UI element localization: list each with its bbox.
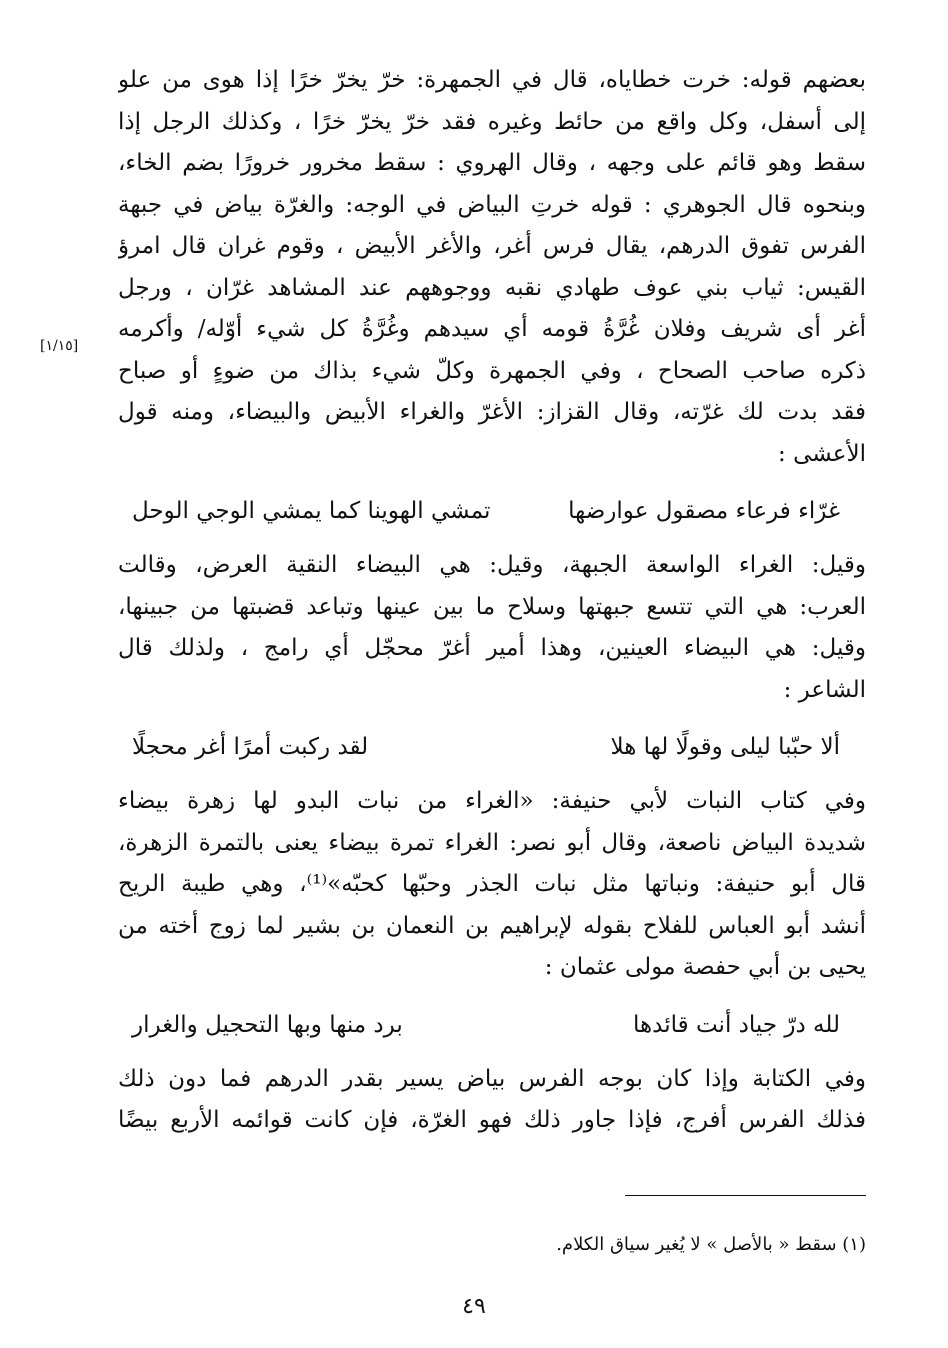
page-number: ٤٩ [462, 1294, 486, 1319]
footnote-divider [625, 1195, 866, 1196]
text-line: العرب: هي التي تتسع جبهتها وسلاح ما بين عينها وتباعد قضبتها من جبينها، [118, 593, 866, 620]
paragraph-1 [118, 60, 866, 475]
text-line: أغر أى شريف وفلان غُرَّةُ قومه أي سيدهم وغُرَّةُ كل شيء أوّله/ وأكرمه [118, 316, 866, 342]
verse-3 [118, 1003, 866, 1047]
text-line: القيس: ثياب بني عوف طهادي نقبه ووجوههم عند المشاهد غرّان ، ورجل [118, 274, 866, 301]
text-line: وفي كتاب النبات لأبي حنيفة: «الغراء من نبات البدو لها زهرة بيضاء [118, 788, 866, 814]
footnote: (١) سقط « بالأصل » لا يُغير سياق الكلام. [556, 1234, 866, 1255]
text-line: وقيل: الغراء الواسعة الجبهة، وقيل: هي البيضاء النقية العرض، وقالت [118, 552, 866, 578]
text-line: بعضهم قوله: خرت خطاياه، قال في الجمهرة: خرّ يخرّ خرًا إذا هوى من علو [118, 67, 866, 93]
text-line: إلى أسفل، وكل واقع من حائط وغيره فقد خرّ يخرّ خرًا ، وكذلك الرجل إذا [118, 108, 866, 135]
paragraph-4 [118, 1059, 866, 1142]
text-line: ذكره صاحب الصحاح ، وفي الجمهرة وكلّ شيء بذاك من ضوءٍ أو صباح [118, 357, 866, 384]
verse-hemistich-second: تمشي الهوينا كما يمشي الوجي الوحل [132, 498, 491, 524]
verse-2 [118, 725, 866, 769]
text-line: سقط وهو قائم على وجهه ، وقال الهروي : سقط مخرور خرورًا بضم الخاء، [118, 150, 866, 176]
verse-1 [118, 489, 866, 533]
text-line: فذلك الفرس أفرج، فإذا جاور ذلك فهو الغرّة، فإن كانت قوائمه الأربع بيضًا [118, 1107, 866, 1133]
text-line: شديدة البياض ناصعة، وقال أبو نصر: الغراء تمرة بيضاء يعنى بالتمرة الزهرة، [118, 829, 866, 856]
text-line: وبنحوه قال الجوهري : قوله خرتِ البياض في الوجه: والغرّة بياض في جبهة [118, 191, 866, 218]
margin-page-reference: [١/١٥] [40, 338, 79, 354]
verse-hemistich-second: لقد ركبت أمرًا أغر محجلًا [132, 734, 369, 760]
verse-hemistich-first: لله درّ جياد أنت قائدها [633, 1011, 840, 1038]
text-line: وقيل: هي البيضاء العينين، وهذا أمير أغرّ محجّل أي رامج ، ولذلك قال [118, 635, 866, 661]
verse-hemistich-second: برد منها وبها التحجيل والغرار [132, 1011, 403, 1038]
paragraph-3 [118, 781, 866, 989]
text-line: أنشد أبو العباس للفلاح بقوله لإبراهيم بن النعمان بن بشير لما زوج أخته من [118, 912, 866, 939]
main-text [118, 60, 866, 1142]
text-line: الشاعر : [783, 676, 866, 703]
verse-hemistich-first: ألا حبّبا ليلى وقولًا لها هلا [610, 734, 840, 760]
text-line: الفرس تفوق الدرهم، يقال فرس أغر، والأغر الأبيض ، وقوم غران قال امرؤ [118, 233, 866, 259]
verse-hemistich-first: غرّاء فرعاء مصقول عوارضها [568, 498, 840, 524]
text-line: وفي الكتابة وإذا كان بوجه الفرس بياض يسير بقدر الدرهم فما دون ذلك [118, 1065, 866, 1092]
text-line: الأعشى : [778, 440, 866, 467]
text-line: قال أبو حنيفة: ونباتها مثل نبات الجذر وحبّها كحبّه»⁽¹⁾، وهي طيبة الريح [118, 871, 866, 897]
text-line: فقد بدت لك غرّته، وقال القزاز: الأغرّ والغراء الأبيض والبيضاء، ومنه قول [118, 399, 866, 425]
paragraph-2 [118, 545, 866, 711]
text-line: يحيى بن أبي حفصة مولى عثمان : [544, 954, 866, 980]
